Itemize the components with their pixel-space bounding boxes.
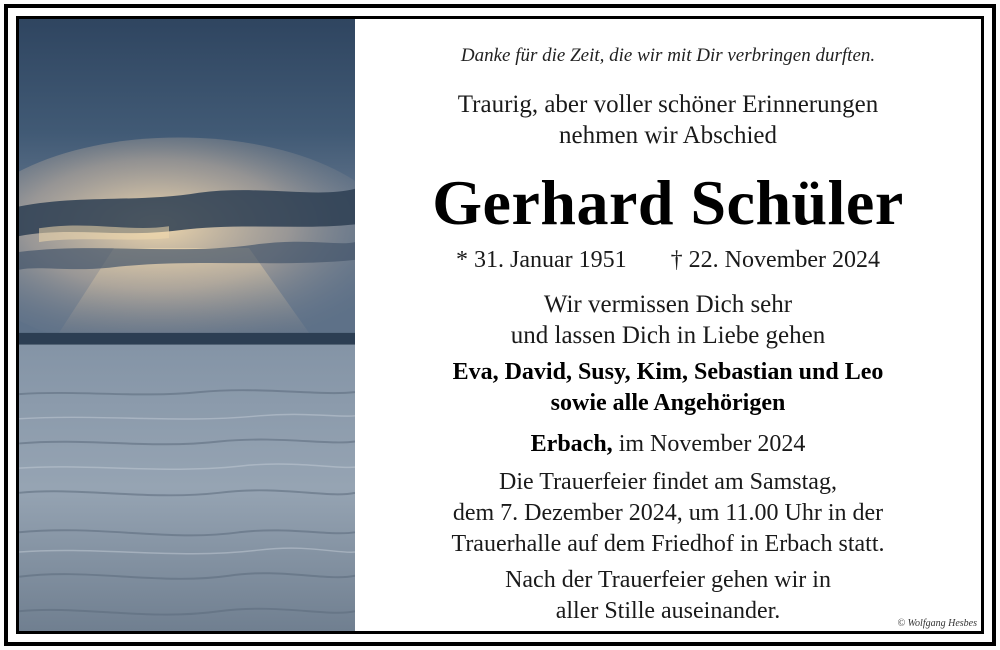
place-town: Erbach,	[530, 431, 613, 457]
ceremony-info	[355, 467, 981, 560]
ceremony-line-1: Die Trauerfeier findet am Samstag,	[499, 469, 837, 495]
deceased-name: Gerhard Schüler	[432, 167, 904, 238]
message-line-2: und lassen Dich in Liebe gehen	[510, 322, 826, 349]
place-month: im November 2024	[618, 431, 806, 457]
photo-credit: © Wolfgang Hesbes	[897, 618, 977, 629]
intro	[355, 89, 981, 151]
death-date: † 22. November 2024	[670, 247, 880, 273]
closing-line-2: aller Stille auseinander.	[555, 598, 781, 624]
ceremony-line-3: Trauerhalle auf dem Friedhof in Erbach statt.	[451, 531, 885, 557]
mourners-line-2: sowie alle Angehörigen	[550, 390, 786, 416]
message-line-1: Wir vermissen Dich sehr	[543, 291, 793, 318]
obituary-frame	[4, 4, 996, 646]
place-date	[355, 431, 981, 458]
obituary-text	[355, 19, 981, 631]
sea-sunbeam-photo	[19, 19, 355, 631]
closing-line-1: Nach der Trauerfeier gehen wir in	[505, 567, 831, 593]
farewell-message	[355, 289, 981, 351]
sea-image	[19, 19, 355, 631]
obituary-card	[16, 16, 984, 634]
birth-date: * 31. Januar 1951	[456, 247, 627, 273]
mourners	[355, 357, 981, 419]
intro-line-1: Traurig, aber voller schöner Erinnerungen	[457, 91, 879, 118]
ceremony-line-2: dem 7. Dezember 2024, um 11.00 Uhr in der	[452, 500, 884, 526]
mourners-line-1: Eva, David, Susy, Kim, Sebastian und Leo	[452, 359, 884, 385]
motto: Danke für die Zeit, die wir mit Dir verbringen durften.	[460, 45, 876, 66]
closing-note	[355, 565, 981, 627]
life-dates	[355, 247, 981, 274]
intro-line-2: nehmen wir Abschied	[558, 122, 777, 149]
